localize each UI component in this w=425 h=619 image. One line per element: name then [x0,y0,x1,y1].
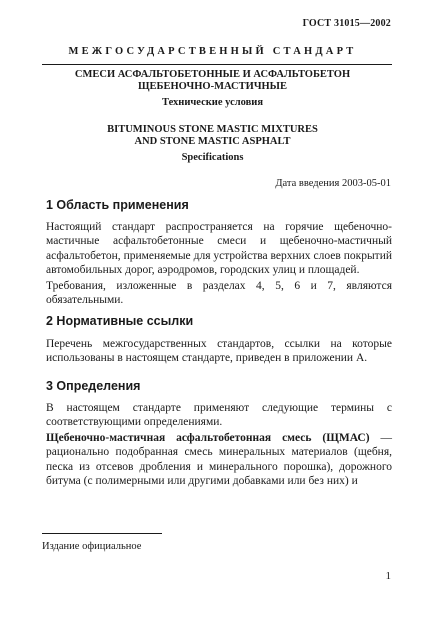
definitions-paragraph-1: В настоящем стандарте применяют следующие термины с соответствующими определениями. [46,402,392,429]
scope-paragraph-2: Требования, изложенные в разделах 4, 5, 6 и 7, являются обязательными. [46,279,392,307]
section-heading-scope: 1 Область применения [46,198,189,212]
footer-divider [42,533,162,534]
title-russian-line2: ЩЕБЕНОЧНО-МАСТИЧНЫЕ [138,81,287,92]
section-references-body [46,337,392,366]
standard-type-heading: МЕЖГОСУДАРСТВЕННЫЙ СТАНДАРТ [68,46,357,57]
introduction-date: Дата введения 2003-05-01 [275,178,391,189]
definition-entry [46,431,392,489]
scope-paragraph-1: Настоящий стандарт распространяется на горячие щебеночно-мастичные асфальтобетонные смеси и щебеночно-мастичный асфальтобетон, применяемые для устройства верхних слоев покрытий автомобильных дорог, аэродромов, городских улиц и площадей. [46,221,392,277]
title-english-line2: AND STONE MASTIC ASPHALT [134,136,291,147]
title-english-line1: BITUMINOUS STONE MASTIC MIXTURES [107,124,318,135]
section-definitions-body [46,401,392,488]
definition-term: Щебеночно-мастичная асфальтобетонная смесь (ЩМАС) [46,431,370,444]
section-heading-references: 2 Нормативные ссылки [46,314,194,328]
header-divider [42,64,392,65]
official-edition-note: Издание официальное [42,541,142,552]
title-russian [0,69,425,93]
document-code: ГОСТ 31015—2002 [302,18,391,29]
subtitle-english: Specifications [181,152,244,163]
references-paragraph-1: Перечень межгосударственных стандартов, ссылки на которые использованы в настоящем стандарте, приведен в приложении А. [46,338,392,365]
section-scope-body [46,220,392,307]
subtitle-russian: Технические условия [161,97,264,108]
page-number: 1 [385,570,391,582]
title-russian-line1: СМЕСИ АСФАЛЬТОБЕТОННЫЕ И АСФАЛЬТОБЕТОН [74,69,351,80]
section-heading-definitions: 3 Определения [46,379,141,393]
title-english [0,124,425,148]
definition-text: — рационально подобранная смесь минеральных материалов (щебня, песка из отсевов дробления и минерального порошка), дорожного битума (с полимерными или другими добавками или без них) и [46,431,392,488]
